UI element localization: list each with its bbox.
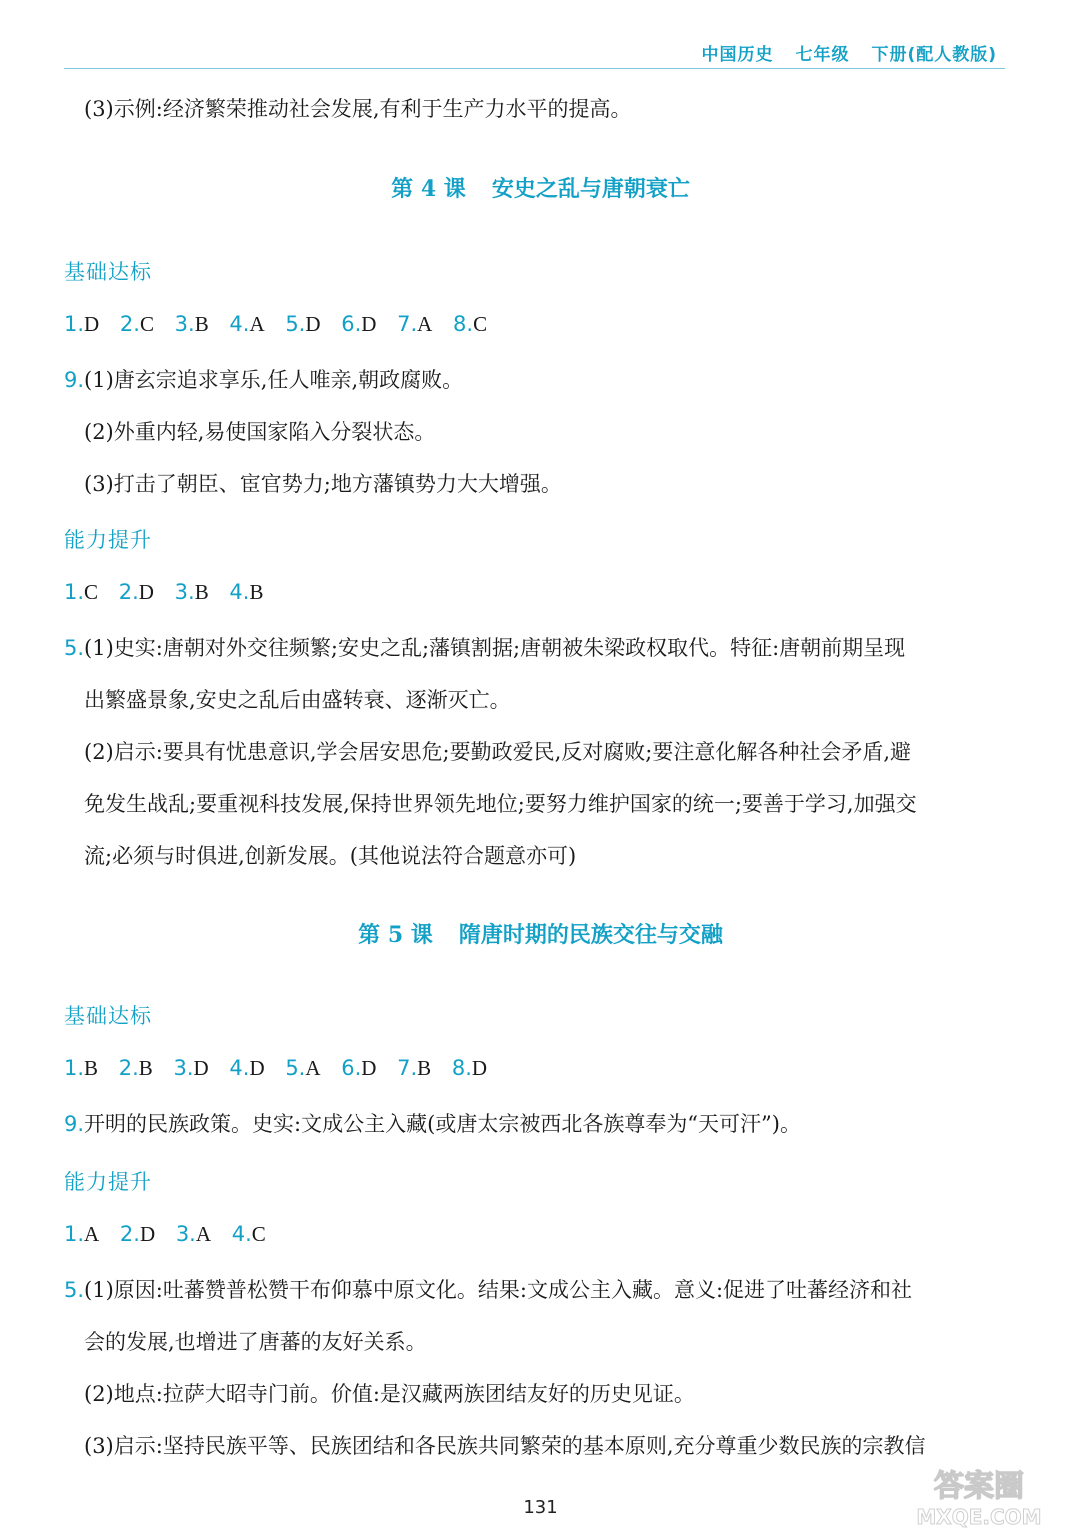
mc-item: 1.B — [64, 1056, 99, 1080]
question-number: 5. — [64, 1278, 85, 1302]
header-divider — [64, 68, 1005, 69]
mc-item: 8.C — [453, 312, 488, 336]
lesson-name: 安史之乱与唐朝衰亡 — [491, 176, 690, 202]
lesson-4-title — [0, 172, 1081, 203]
lesson-label: 第 4 课 — [391, 176, 466, 202]
section-heading: 基础达标 — [64, 260, 152, 284]
answer-line: 免发生战乱;要重视科技发展,保持世界领先地位;要努力维护国家的统一;要善于学习,加强交 — [84, 792, 917, 816]
lesson-label: 第 5 课 — [358, 922, 433, 948]
question-5 — [64, 1276, 912, 1304]
mc-item: 3.A — [175, 1222, 212, 1246]
question-number: 9. — [64, 1112, 85, 1136]
answer-line: (2)启示:要具有忧患意识,学会居安思危;要勤政爱民,反对腐败;要注意化解各种社会矛盾,避 — [84, 740, 911, 764]
mc-item: 8.D — [451, 1056, 488, 1080]
answer-line: (2)地点:拉萨大昭寺门前。价值:是汉藏两族团结友好的历史见证。 — [84, 1382, 695, 1406]
mc-item: 6.D — [341, 312, 377, 336]
mc-item: 3.B — [174, 580, 209, 604]
question-5 — [64, 634, 905, 662]
mc-item: 4.A — [229, 312, 265, 336]
answer-text: (1)原因:吐蕃赞普松赞干布仰慕中原文化。结果:文成公主入藏。意义:促进了吐蕃经济和社 — [84, 1278, 913, 1302]
question-9 — [64, 366, 463, 394]
mc-item: 1.A — [64, 1222, 100, 1246]
answer-line: (2)外重内轻,易使国家陷入分裂状态。 — [84, 420, 436, 444]
answer-text: (1)唐玄宗追求享乐,任人唯亲,朝政腐败。 — [84, 368, 464, 392]
mc-item: 3.B — [174, 312, 209, 336]
mc-item: 3.D — [173, 1056, 209, 1080]
mc-answers — [64, 580, 277, 605]
mc-item: 4.D — [229, 1056, 265, 1080]
mc-item: 4.C — [231, 1222, 266, 1246]
mc-item: 5.D — [285, 312, 321, 336]
svg-text:答案圈: 答案圈 — [934, 1469, 1024, 1504]
answer-line: 会的发展,也增进了唐蕃的友好关系。 — [84, 1330, 427, 1354]
answer-text: 开明的民族政策。史实:文成公主入藏(或唐太宗被西北各族尊奉为“天可汗”)。 — [84, 1112, 801, 1136]
page-number: 131 — [523, 1497, 558, 1518]
question-9 — [64, 1110, 801, 1138]
mc-answers — [64, 312, 501, 337]
answer-line: (3)示例:经济繁荣推动社会发展,有利于生产力水平的提高。 — [84, 97, 632, 121]
answer-line: 流;必须与时俱进,创新发展。(其他说法符合题意亦可) — [84, 844, 577, 868]
answer-line: (3)打击了朝臣、宦官势力;地方藩镇势力大大增强。 — [84, 472, 562, 496]
header-volume: 下册(配人教版) — [871, 45, 997, 65]
watermark-logo — [889, 1462, 1069, 1532]
mc-item: 4.B — [229, 580, 264, 604]
mc-item: 7.A — [397, 312, 433, 336]
mc-item: 2.D — [119, 1222, 156, 1246]
mc-item: 2.B — [118, 1056, 153, 1080]
mc-item: 2.D — [118, 580, 154, 604]
running-header — [679, 40, 997, 65]
mc-item: 1.D — [64, 312, 100, 336]
mc-answers — [64, 1056, 501, 1081]
lesson-name: 隋唐时期的民族交往与交融 — [458, 922, 723, 948]
answer-line: 出繁盛景象,安史之乱后由盛转衰、逐渐灭亡。 — [84, 688, 511, 712]
mc-item: 6.D — [341, 1056, 377, 1080]
lesson-5-title — [0, 918, 1081, 949]
header-subject: 中国历史 — [701, 45, 774, 65]
mc-item: 5.A — [285, 1056, 321, 1080]
question-number: 9. — [64, 368, 85, 392]
mc-item: 2.C — [119, 312, 154, 336]
answer-line: (3)启示:坚持民族平等、民族团结和各民族共同繁荣的基本原则,充分尊重少数民族的宗教信 — [84, 1434, 926, 1458]
mc-answers — [64, 1222, 280, 1247]
mc-item: 1.C — [64, 580, 99, 604]
answer-text: (1)史实:唐朝对外交往频繁;安史之乱;藩镇割据;唐朝被朱梁政权取代。特征:唐朝前期呈现 — [84, 636, 906, 660]
header-grade: 七年级 — [795, 45, 850, 65]
section-heading: 能力提升 — [64, 528, 152, 552]
mc-item: 7.B — [397, 1056, 432, 1080]
question-number: 5. — [64, 636, 85, 660]
section-heading: 基础达标 — [64, 1004, 152, 1028]
svg-text:MXQE.COM: MXQE.COM — [916, 1505, 1042, 1529]
section-heading: 能力提升 — [64, 1170, 152, 1194]
